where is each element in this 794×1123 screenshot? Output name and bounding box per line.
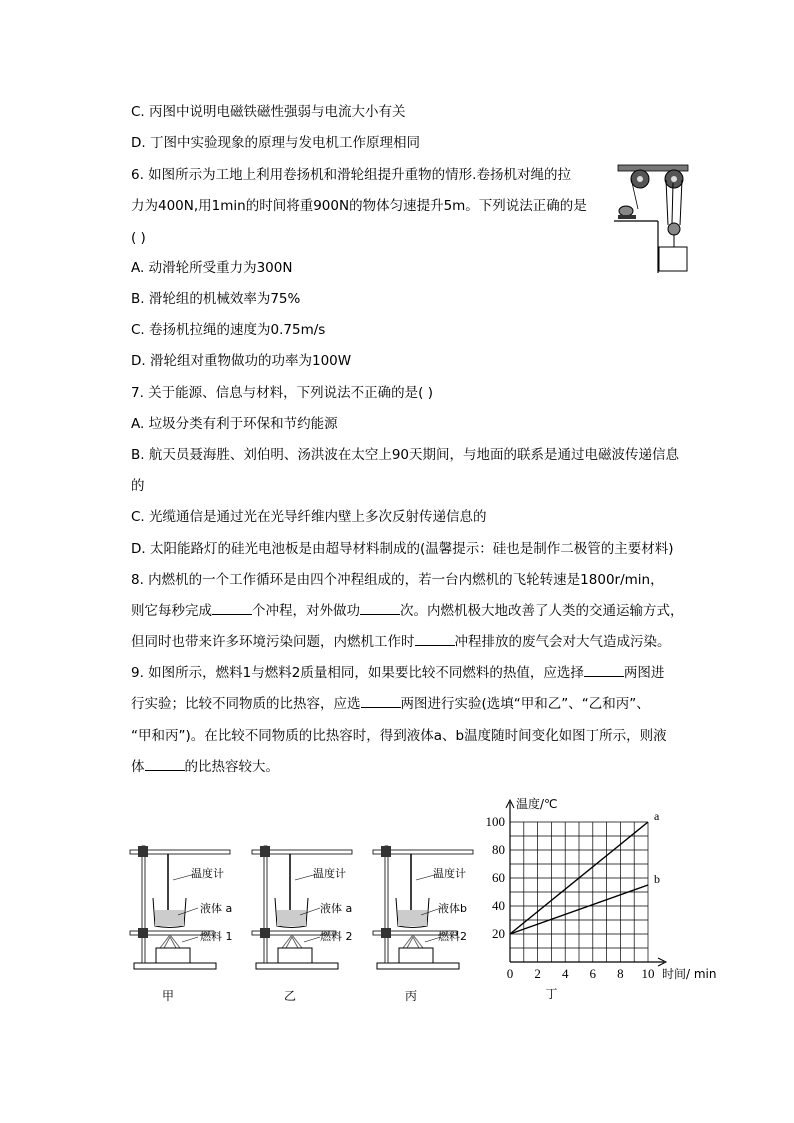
jia-caption: 甲: [162, 989, 175, 1003]
bing-thermometer-label: 温度计: [433, 867, 466, 880]
q9-l4-a: 体: [131, 759, 145, 775]
q6-option-c: C. 卷扬机拉绳的速度为0.75m/s: [131, 322, 326, 338]
q7-option-a: A. 垃圾分类有利于环保和节约能源: [131, 416, 338, 432]
q9-blank-3[interactable]: [145, 757, 185, 771]
q6-option-b: B. 滑轮组的机械效率为75%: [131, 291, 301, 307]
bing-liquid-label: 液体b: [438, 902, 467, 915]
q7-stem: 7. 关于能源、信息与材料，下列说法不正确的是( ): [131, 385, 433, 401]
yi-caption: 乙: [284, 989, 297, 1003]
q9-line-3: “甲和丙”)。在比较不同物质的比热容时，得到液体a、b温度随时间变化如图丁所示，则液: [131, 728, 667, 744]
y-tick-label: 40: [492, 898, 505, 913]
q9-l2-b: 两图进行实验(选填“甲和乙”、“乙和丙”、: [400, 696, 650, 712]
yi-fuel-label: 燃料 2: [320, 930, 353, 943]
y-tick-label: 20: [492, 926, 505, 941]
q7-option-d: D. 太阳能路灯的硅光电池板是由超导材料制成的(温馨提示：硅也是制作二极管的主要材料): [131, 541, 674, 557]
q6-line-3: ( ): [131, 230, 146, 246]
q9-l1-a: 9. 如图所示，燃料1与燃料2质量相同，如果要比较不同燃料的热值，应选择: [131, 665, 584, 681]
q9-line-1: [131, 663, 664, 683]
option-d-q5: D. 丁图中实验现象的原理与发电机工作原理相同: [131, 135, 420, 151]
q8-l3-a: 但同时也带来许多环境污染问题，内燃机工作时: [131, 634, 415, 650]
q7-option-b: B. 航天员聂海胜、刘伯明、汤洪波在太空上90天期间，与地面的联系是通过电磁波传递信息: [131, 447, 680, 463]
chart-caption: 丁: [545, 987, 558, 1001]
q6-line-1: 6. 如图所示为工地上利用卷扬机和滑轮组提升重物的情形.卷扬机对绳的拉: [131, 167, 571, 183]
q9-l1-b: 两图进: [623, 665, 665, 681]
pulley-figure: [612, 163, 694, 275]
q9-blank-1[interactable]: [584, 663, 624, 677]
bing-fuel-label: 燃料2: [438, 930, 467, 943]
q8-l2-a: 则它每秒完成: [131, 603, 212, 619]
q6-option-d: D. 滑轮组对重物做功的功率为100W: [131, 353, 352, 369]
x-tick-label: 4: [561, 966, 569, 981]
bing-caption: 丙: [405, 989, 418, 1003]
temperature-time-chart: [480, 790, 725, 1005]
q9-line-2: [131, 694, 650, 714]
jia-thermometer-label: 温度计: [191, 867, 224, 880]
jia-fuel-label: 燃料 1: [200, 930, 233, 943]
yi-thermometer-label: 温度计: [313, 867, 346, 880]
chart-text: [486, 796, 717, 1001]
q9-blank-2[interactable]: [361, 694, 401, 708]
q7-option-b-cont: 的: [131, 478, 145, 494]
x-tick-label: 2: [534, 966, 541, 981]
q6-option-a: A. 动滑轮所受重力为300N: [131, 260, 293, 276]
q7-option-c: C. 光缆通信是通过光在光导纤维内壁上多次反射传递信息的: [131, 509, 487, 525]
q6-line-2: 力为400N,用1min的时间将重900N的物体匀速提升5m。下列说法正确的是: [131, 198, 587, 214]
x-tick-label: 8: [617, 966, 624, 981]
q8-blank-2[interactable]: [360, 601, 400, 615]
jia-liquid-label: 液体 a: [200, 902, 233, 915]
q9-l2-a: 行实验；比较不同物质的比热容，应选: [131, 696, 361, 712]
q9-l4-b: 的比热容较大。: [184, 759, 279, 775]
q8-line-3: [131, 632, 671, 652]
apparatus-figures: [120, 830, 480, 1010]
q8-line-2: [131, 601, 684, 621]
q8-l2-b: 个冲程，对外做功: [252, 603, 360, 619]
q8-l2-c: 次。内燃机极大地改善了人类的交通运输方式，: [400, 603, 684, 619]
y-tick-label: 60: [492, 870, 505, 885]
q8-l3-b: 冲程排放的废气会对大气造成污染。: [454, 634, 671, 650]
x-tick-label: 0: [506, 966, 514, 981]
option-c-q5: C. 丙图中说明电磁铁磁性强弱与电流大小有关: [131, 104, 406, 120]
q8-blank-1[interactable]: [212, 601, 252, 615]
series-label-a: a: [654, 809, 660, 823]
y-tick-label: 80: [492, 842, 505, 857]
q8-line-1: 8. 内燃机的一个工作循环是由四个冲程组成的，若一台内燃机的飞轮转速是1800r/min，: [131, 572, 664, 588]
chart-axes: [506, 800, 666, 966]
yi-liquid-label: 液体 a: [320, 902, 353, 915]
q8-blank-3[interactable]: [415, 632, 455, 646]
x-tick-label: 6: [589, 966, 597, 981]
y-tick-label: 100: [485, 814, 505, 829]
x-tick-label: 10: [641, 966, 655, 981]
y-axis-label: 温度/℃: [516, 797, 558, 811]
series-label-b: b: [654, 872, 660, 886]
x-axis-label: 时间/ min: [662, 967, 717, 981]
q9-line-4: [131, 757, 279, 777]
